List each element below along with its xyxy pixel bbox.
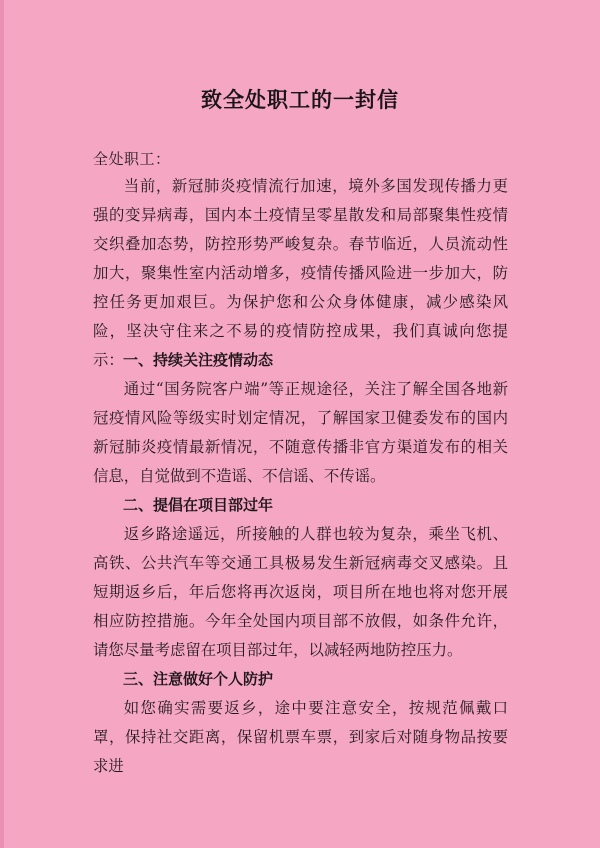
section-heading-1: 一、持续关注疫情动态 — [123, 351, 274, 369]
paragraph-section-2: 返乡路途遥远，所接触的人群也较为复杂，乘坐飞机、高铁、公共汽车等交通工具极易发生新冠病毒交叉感染。且短期返乡后，年后您将再次返岗，项目所在地也将对您开展相应防控措施。今年全处国内项目部不放假，如条件允许，请您尽量考虑留在项目部过年，以减轻两地防控压力。 — [93, 525, 508, 659]
page-edge-shadow — [0, 0, 4, 848]
section-heading-2: 二、提倡在项目部过年 — [123, 496, 274, 514]
paragraph-intro: 当前，新冠肺炎疫情流行加速，境外多国发现传播力更强的变异病毒，国内本土疫情呈零星散发和局部聚集性疫情交织叠加态势，防控形势严峻复杂。春节临近，人员流动性加大，聚集性室内活动增多，疫情传播风险进一步加大，防控任务更加艰巨。为保护您和公众身体健康，减少感染风险，坚决守住来之不易的疫情防控成果，我们真诚向您提示： — [93, 177, 508, 369]
salutation: 全处职工： — [93, 150, 171, 168]
paragraph-section-1: 通过“国务院客户端”等正规途径，关注了解全国各地新冠疫情风险等级实时划定情况，了解国家卫健委发布的国内新冠肺炎疫情最新情况，不随意传播非官方渠道发布的相关信息，自觉做到不造谣、不信谣、不传谣。 — [93, 380, 508, 485]
letter-title: 致全处职工的一封信 — [201, 87, 399, 112]
section-heading-3: 三、注意做好个人防护 — [123, 670, 274, 688]
paragraph-section-3: 如您确实需要返乡，途中要注意安全，按规范佩戴口罩，保持社交距离，保留机票车票，到家后对随身物品按要求进 — [93, 699, 508, 775]
